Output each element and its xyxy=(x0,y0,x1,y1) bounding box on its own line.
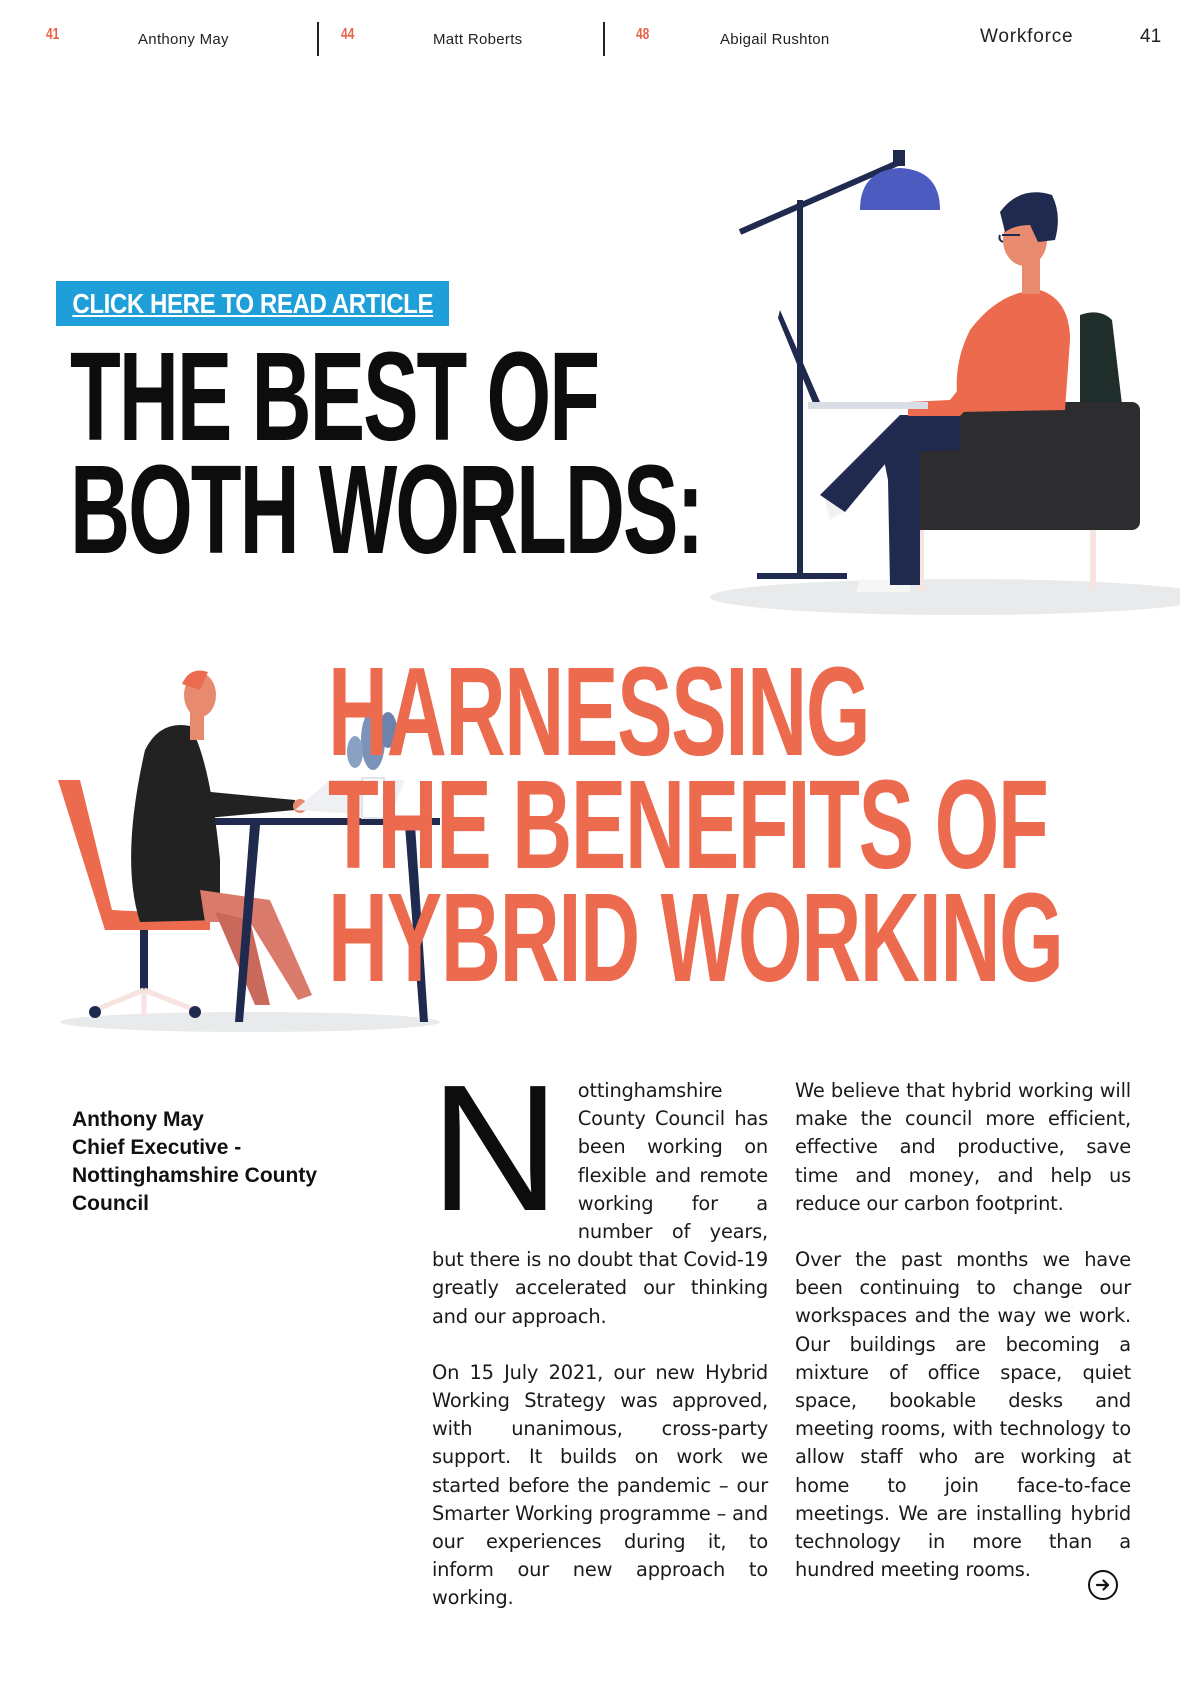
page-number: 41 xyxy=(1140,26,1162,47)
nav-divider xyxy=(317,22,319,56)
continue-arrow-button[interactable] xyxy=(1088,1570,1118,1600)
nav-item-abigail-rushton[interactable] xyxy=(636,22,876,58)
section-label: Workforce xyxy=(980,26,1074,47)
nav-page-number: 41 xyxy=(46,26,60,43)
paragraph-text: ottinghamshire County Council has been working on flexible and remote working for a number of years, but there is no doubt that Covid-19 greatly accelerated our thinking and our approach. xyxy=(432,1079,768,1328)
headline xyxy=(70,326,703,580)
nav-author-name: Abigail Rushton xyxy=(720,31,830,48)
nav-divider xyxy=(603,22,605,56)
man-in-armchair-illustration xyxy=(660,140,1180,620)
nav-page-number: 48 xyxy=(636,26,650,43)
article-paragraph: We believe that hybrid working will make the council more efficient, effective and productive, save time and money, and help us reduce our carbon footprint. xyxy=(795,1079,1131,1215)
author-organisation: Nottinghamshire County xyxy=(72,1164,317,1187)
headline-line-1: THE BEST OF xyxy=(70,326,599,467)
read-article-button[interactable] xyxy=(56,281,449,326)
top-navigation xyxy=(0,0,1200,70)
author-byline xyxy=(72,1106,372,1218)
subheadline-line-1: HARNESSING xyxy=(328,641,870,782)
subheadline xyxy=(328,641,1063,1008)
nav-item-matt-roberts[interactable] xyxy=(341,22,581,58)
article-paragraph: On 15 July 2021, our new Hybrid Working Strategy was approved, with unanimous, cross-party support. It builds on work we started before the pandemic – our Smarter Working programme – and our experiences during it, to inform our new approach to working. xyxy=(432,1360,768,1610)
article-paragraph xyxy=(430,1048,768,1331)
article-paragraph: Over the past months we have been continuing to change our workspaces and the way we work. Our buildings are becoming a mixture of office space, quiet space, bookable desks and meeting rooms, with technology to allow staff who are working at home to join face-to-face meetings. We are installing hybrid technology in more than a hundred meeting rooms. xyxy=(795,1248,1131,1582)
author-organisation-cont: Council xyxy=(72,1192,149,1215)
article-column-2 xyxy=(795,1077,1131,1612)
nav-author-name: Matt Roberts xyxy=(433,31,523,48)
drop-cap: N xyxy=(430,1048,560,1249)
nav-item-anthony-may[interactable] xyxy=(46,22,286,58)
subheadline-line-2: THE BENEFITS OF xyxy=(328,754,1048,895)
subheadline-line-3: HYBRID WORKING xyxy=(328,867,1063,1008)
read-article-label: CLICK HERE TO READ ARTICLE xyxy=(72,287,433,319)
author-title: Chief Executive - xyxy=(72,1136,242,1159)
article-column-1 xyxy=(430,1048,768,1641)
headline-line-2: BOTH WORLDS: xyxy=(70,439,703,580)
nav-page-number: 44 xyxy=(341,26,355,43)
author-name: Anthony May xyxy=(72,1108,204,1131)
arrow-right-circle-icon xyxy=(1094,1576,1112,1594)
nav-author-name: Anthony May xyxy=(138,31,229,48)
